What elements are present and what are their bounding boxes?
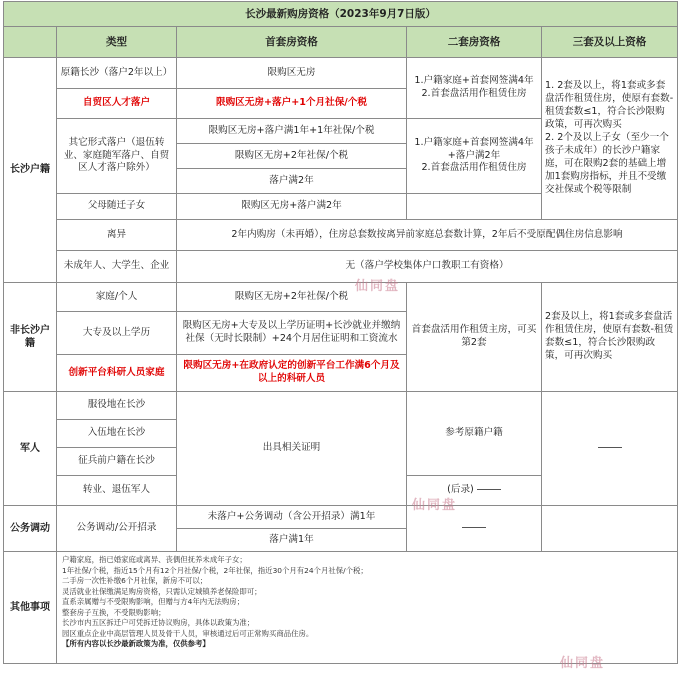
row-third-home: 1. 2套及以上，将1套或多套盘活作租赁住房，使原有套数-租赁套数≤1，符合长沙限购政策，可再次购买 2. 2个及以上子女（至少一个孩子未成年）的长沙户籍家庭，可在限购2套的基础上增加1套购房指标，并且不受缴交社保或个税等限制 — [542, 58, 678, 220]
note-line: 整套房子互换，不受限购影响； — [62, 607, 166, 617]
row-second-home: 1.户籍家庭+首套网签满4年 2.首套盘活用作租赁住房 — [407, 58, 542, 119]
section-local-hukou: 长沙户籍 — [4, 58, 57, 283]
table-title: 长沙最新购房资格（2023年9月7日版） — [4, 2, 678, 27]
note-line: 灵活就业社保缴满足购房资格，只需认定城镇养老保险即可； — [62, 586, 262, 596]
watermark-mark: 仙同盘 — [560, 656, 606, 671]
note-line: 二手房一次性补缴6个月社保，新房不可以； — [62, 576, 208, 586]
row-type: 转业、退伍军人 — [57, 476, 177, 506]
row-second-home — [407, 476, 542, 506]
header-third-home: 三套及以上资格 — [542, 27, 678, 58]
row-first-home: 限购区无房 — [177, 58, 407, 89]
note-line: 户籍家庭，指已婚家庭或离异、丧偶但抚养未成年子女； — [62, 555, 247, 564]
row-third-home — [542, 506, 678, 552]
header-type: 类型 — [57, 27, 177, 58]
dash-mark — [462, 527, 486, 528]
row-third-home: 2套及以上，将1套或多套盘活作租赁住房，使原有套数-租赁套数≤1，符合长沙限购政策，可再次购买 — [542, 283, 678, 392]
row-first-home: 限购区无房+2年社保/个税 — [177, 283, 407, 312]
row-type: 入伍地在长沙 — [57, 420, 177, 448]
dash-mark — [477, 489, 501, 490]
row-first-home: 限购区无房+落户满2年 — [177, 194, 407, 220]
row-type: 征兵前户籍在长沙 — [57, 448, 177, 476]
watermark-mark: 仙同盘 — [412, 498, 458, 513]
section-official-transfer: 公务调动 — [4, 506, 57, 552]
note-line: 长沙市内五区拆迁户可凭拆迁协议购房，具体以政策为准； — [62, 618, 255, 628]
row-third-home — [542, 392, 678, 506]
row-type: 其它形式落户（退伍转业、家庭随军落户、自贸区人才落户除外） — [57, 119, 177, 194]
note-line: 园区重点企业中高层管理人员及骨干人员，审核通过后可正常购买商品住房。 — [62, 628, 314, 638]
row-type: 离异 — [57, 220, 177, 251]
row-type: 原籍长沙（落户2年以上） — [57, 58, 177, 89]
dash-mark — [598, 447, 622, 448]
row-first-home: 限购区无房+落户满1年+1年社保/个税 — [177, 119, 407, 144]
row-all-homes: 2年内购房（未再婚），住房总套数按离异前家庭总套数计算，2年后不受原配偶住房信息影响 — [177, 220, 678, 251]
second-home-note: (后录) — [447, 484, 474, 496]
row-type: 自贸区人才落户 — [57, 89, 177, 119]
disclaimer: 【所有内容以长沙最新政策为准，仅供参考】 — [62, 639, 210, 649]
notes-cell — [57, 552, 678, 664]
section-nonlocal-hukou: 非长沙户籍 — [4, 283, 57, 392]
row-first-home: 落户满2年 — [177, 169, 407, 194]
row-type: 父母随迁子女 — [57, 194, 177, 220]
row-first-home: 限购区无房+落户+1个月社保/个税 — [177, 89, 407, 119]
section-military: 军人 — [4, 392, 57, 506]
row-type: 创新平台科研人员家庭 — [57, 355, 177, 392]
row-first-home: 未落户+公务调动（含公开招录）满1年 — [177, 506, 407, 529]
row-first-home: 落户满1年 — [177, 529, 407, 552]
row-second-home: 参考原籍户籍 — [407, 392, 542, 476]
header-spacer — [4, 27, 57, 58]
row-first-home: 限购区无房+大专及以上学历证明+长沙就业并缴纳社保（无时长限制）+24个月居住证明和工资流水 — [177, 312, 407, 355]
note-line: 直系亲属赠与不受限购影响，但赠与方4年内无法购房； — [62, 597, 245, 607]
header-second-home: 二套房资格 — [407, 27, 542, 58]
row-second-home: 1.户籍家庭+首套网签满4年+落户满2年 2.首套盘活用作租赁住房 — [407, 119, 542, 194]
row-first-home: 出具相关证明 — [177, 392, 407, 506]
row-second-home — [407, 194, 542, 220]
row-type: 服役地在长沙 — [57, 392, 177, 420]
row-second-home — [407, 506, 542, 552]
row-type: 公务调动/公开招录 — [57, 506, 177, 552]
note-line: 1年社保/个税，指近15个月有12个月社保/个税，2年社保，指近30个月有24个月社保/个税； — [62, 565, 368, 575]
row-type: 未成年人、大学生、企业 — [57, 251, 177, 283]
row-first-home: 限购区无房+在政府认定的创新平台工作满6个月及以上的科研人员 — [177, 355, 407, 392]
purchase-qualification-table — [3, 1, 678, 664]
header-first-home: 首套房资格 — [177, 27, 407, 58]
row-type: 家庭/个人 — [57, 283, 177, 312]
row-all-homes: 无（落户学校集体户口教职工有资格） — [177, 251, 678, 283]
watermark-mark: 仙同盘 — [355, 279, 401, 294]
row-first-home: 限购区无房+2年社保/个税 — [177, 144, 407, 169]
row-type: 大专及以上学历 — [57, 312, 177, 355]
section-other-notes: 其他事项 — [4, 552, 57, 664]
row-second-home: 首套盘活用作租赁主房，可买第2套 — [407, 283, 542, 392]
